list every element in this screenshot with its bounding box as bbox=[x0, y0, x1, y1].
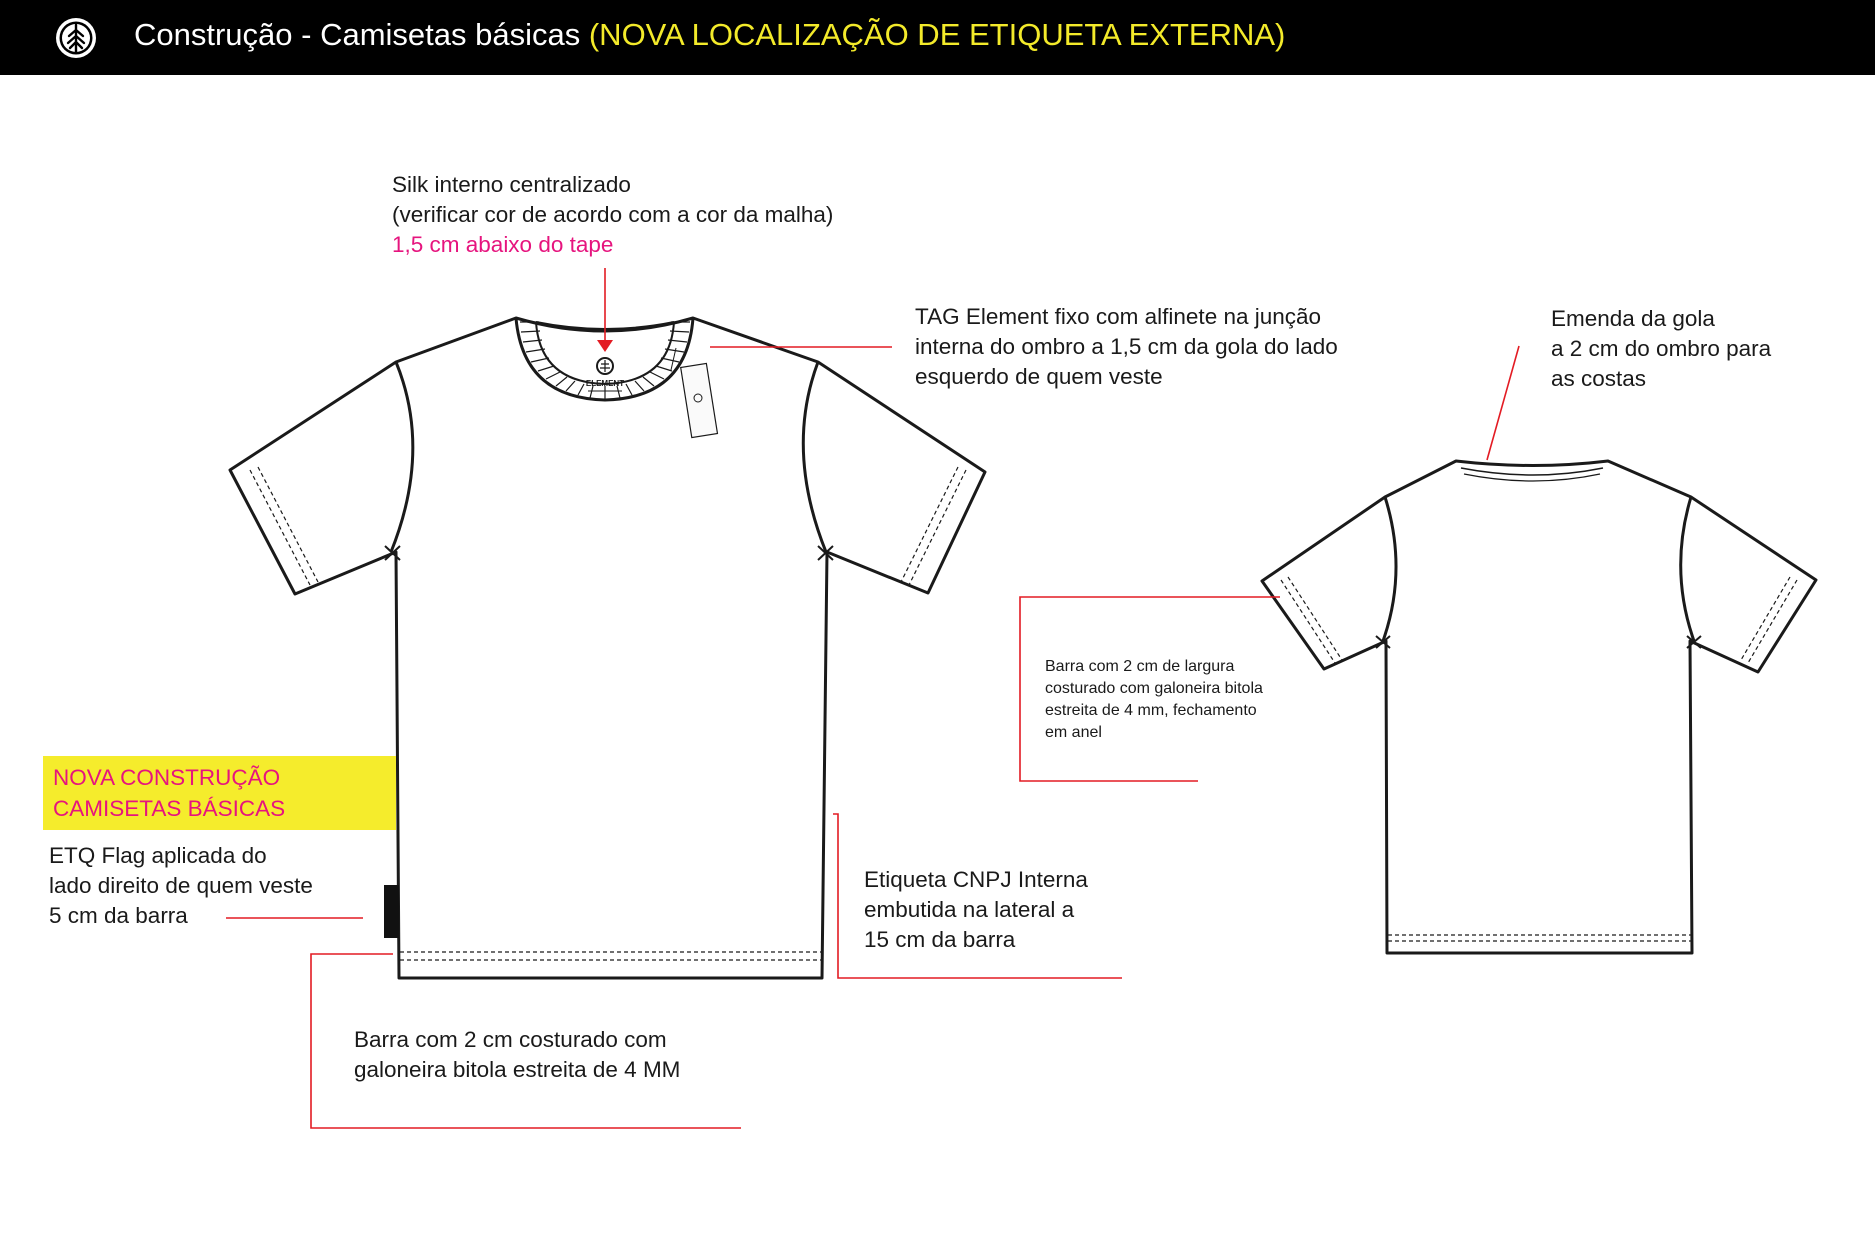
sleeve-hem-line3: estreita de 4 mm, fechamento bbox=[1045, 702, 1257, 719]
new-construction-text bbox=[53, 762, 285, 824]
back-tshirt bbox=[1262, 461, 1816, 953]
cnpj-line3: 15 cm da barra bbox=[864, 927, 1016, 952]
title-highlight: (NOVA LOCALIZAÇÃO DE ETIQUETA EXTERNA) bbox=[588, 17, 1286, 52]
collar-seam-line1: Emenda da gola bbox=[1551, 306, 1715, 331]
tag-line1: TAG Element fixo com alfinete na junção bbox=[915, 304, 1322, 329]
flag-line2: lado direito de quem veste bbox=[49, 873, 313, 898]
silk-line2: (verificar cor de acordo com a cor da malha) bbox=[392, 202, 834, 227]
flag-label bbox=[384, 885, 399, 938]
flag-line3: 5 cm da barra bbox=[49, 903, 188, 928]
new-construction-banner bbox=[43, 756, 396, 830]
flag-line1: ETQ Flag aplicada do bbox=[49, 843, 267, 868]
cnpj-label-annotation bbox=[864, 865, 1088, 955]
body-hem-annotation bbox=[354, 1025, 680, 1085]
new-construction-line1: NOVA CONSTRUÇÃO bbox=[53, 765, 281, 790]
tag-annotation bbox=[915, 302, 1338, 392]
back-body-outline bbox=[1262, 461, 1816, 953]
body-hem-line1: Barra com 2 cm costurado com bbox=[354, 1027, 667, 1052]
collar-seam-leader bbox=[1487, 346, 1519, 460]
body-hem-line2: galoneira bitola estreita de 4 MM bbox=[354, 1057, 681, 1082]
cnpj-line2: embutida na lateral a bbox=[864, 897, 1075, 922]
collar-seam-line3: as costas bbox=[1551, 366, 1647, 391]
flag-label-annotation bbox=[49, 841, 313, 931]
sleeve-hem-line2: costurado com galoneira bitola bbox=[1045, 680, 1263, 697]
sleeve-hem-line1: Barra com 2 cm de largura bbox=[1045, 658, 1235, 675]
sleeve-hem-annotation bbox=[1045, 656, 1263, 744]
tag-line3: esquerdo de quem veste bbox=[915, 364, 1163, 389]
collar-seam-line2: a 2 cm do ombro para bbox=[1551, 336, 1772, 361]
silk-line3: 1,5 cm abaixo do tape bbox=[392, 232, 614, 257]
silk-line1: Silk interno centralizado bbox=[392, 172, 631, 197]
cnpj-line1: Etiqueta CNPJ Interna bbox=[864, 867, 1088, 892]
new-construction-line2: CAMISETAS BÁSICAS bbox=[53, 796, 286, 821]
tag-line2: interna do ombro a 1,5 cm da gola do lado bbox=[915, 334, 1338, 359]
title-main: Construção - Camisetas básicas bbox=[134, 17, 581, 52]
sleeve-hem-line4: em anel bbox=[1045, 724, 1102, 741]
collar-seam-annotation bbox=[1551, 304, 1771, 394]
silk-annotation bbox=[392, 170, 833, 260]
neck-label-brand: ELEMENT bbox=[585, 379, 625, 388]
